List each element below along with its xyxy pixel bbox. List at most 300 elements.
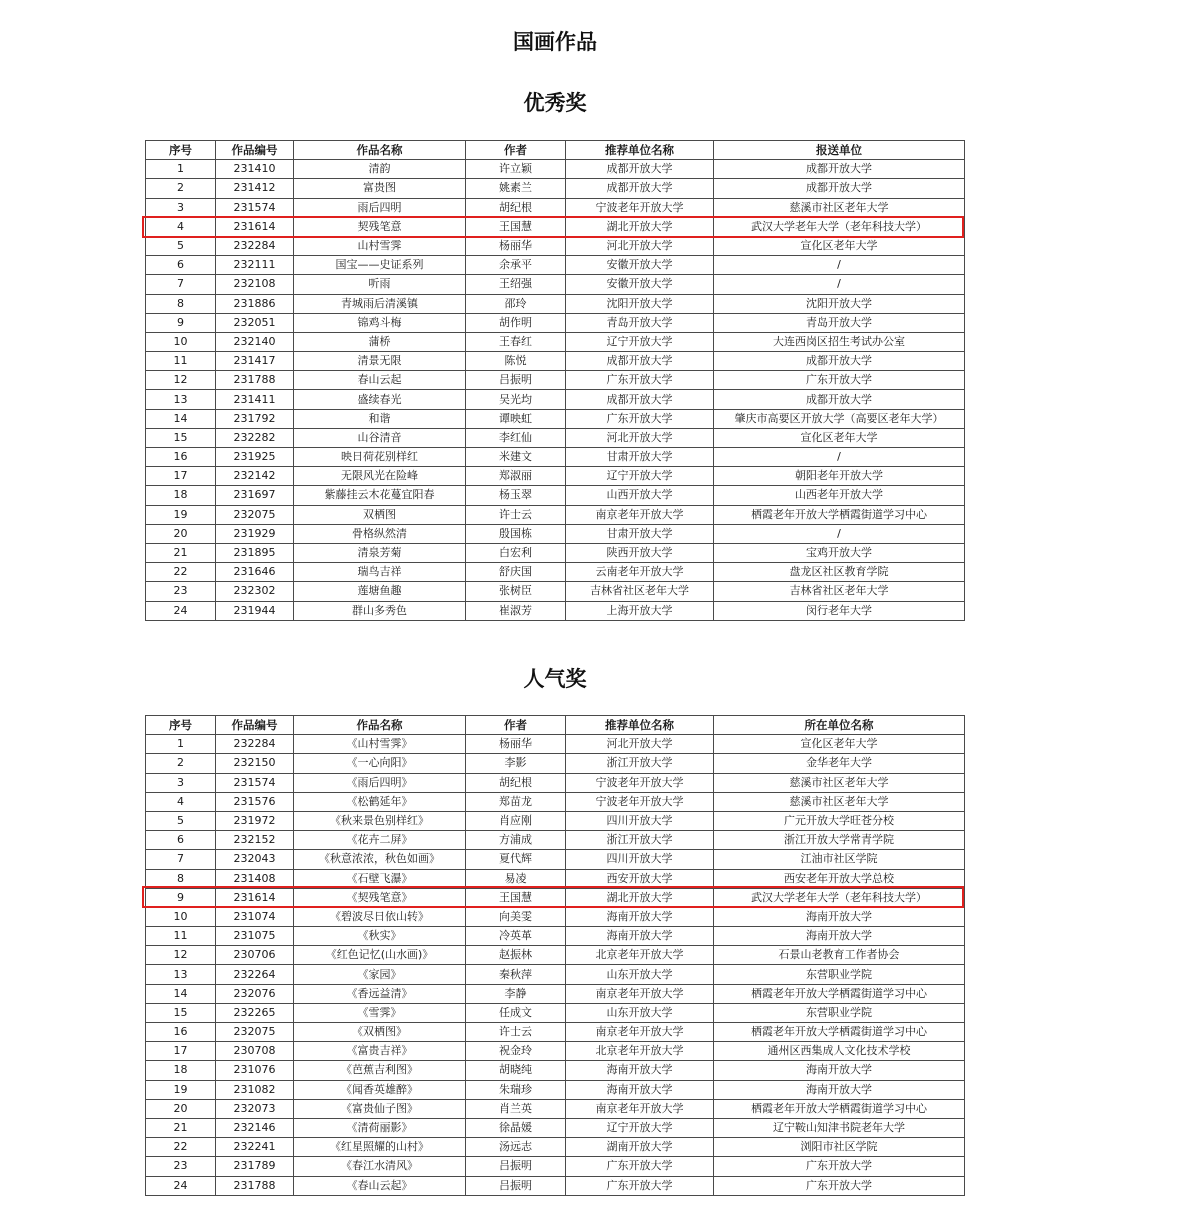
table-cell: 232264 [216,965,294,984]
table-cell: 杨玉翠 [466,486,566,505]
table-cell: 郑苗龙 [466,792,566,811]
table-cell: 浙江开放大学 [566,754,714,773]
table-cell: 231412 [216,179,294,198]
table-cell: 231576 [216,792,294,811]
table-cell: 安徽开放大学 [566,275,714,294]
table-cell: 沈阳开放大学 [714,294,965,313]
table-cell: 宁波老年开放大学 [566,198,714,217]
table-row [146,946,965,965]
table-cell: 吉林省社区老年大学 [566,582,714,601]
table-cell: 3 [146,773,216,792]
table-cell: 金华老年大学 [714,754,965,773]
table-cell: 232241 [216,1138,294,1157]
table-cell: 任成文 [466,1003,566,1022]
table-cell: 广东开放大学 [566,371,714,390]
column-header: 推荐单位名称 [566,141,714,160]
table-cell: 231075 [216,927,294,946]
table-row [146,179,965,198]
table-cell: 许士云 [466,1023,566,1042]
table-cell: 沈阳开放大学 [566,294,714,313]
table-cell: 河北开放大学 [566,428,714,447]
table-cell: 广东开放大学 [566,1176,714,1195]
column-header: 报送单位 [714,141,965,160]
table-cell: 231574 [216,198,294,217]
table-cell: 安徽开放大学 [566,256,714,275]
column-header: 所在单位名称 [714,716,965,735]
table-cell: 吕振明 [466,1176,566,1195]
table-row [146,543,965,562]
table-cell: 9 [146,888,216,907]
table-cell: 吴光均 [466,390,566,409]
table-cell: 王春红 [466,332,566,351]
table-cell: 232051 [216,313,294,332]
table-cell: 盛续春光 [294,390,466,409]
table-cell: 浏阳市社区学院 [714,1138,965,1157]
table-cell: 广东开放大学 [566,1157,714,1176]
table-cell: 青岛开放大学 [566,313,714,332]
table-cell: 18 [146,486,216,505]
table-cell: 许士云 [466,505,566,524]
highlight-box-popularity-row-9 [142,886,964,908]
table-cell: 石景山老教育工作者协会 [714,946,965,965]
table-cell: 王国慧 [466,888,566,907]
table-cell: 富贵图 [294,179,466,198]
table-cell: 广东开放大学 [714,1157,965,1176]
table-cell: 骨格纵然清 [294,524,466,543]
table-cell: 胡晓纯 [466,1061,566,1080]
table-row [146,1061,965,1080]
table-cell: 南京老年开放大学 [566,505,714,524]
table-row [146,409,965,428]
table-cell: 栖霞老年开放大学栖霞街道学习中心 [714,984,965,1003]
table-cell: 23 [146,1157,216,1176]
table-cell: 3 [146,198,216,217]
table-cell: 14 [146,984,216,1003]
table-cell: 李影 [466,754,566,773]
table-cell: 《石壁飞瀑》 [294,869,466,888]
table-cell: 231074 [216,907,294,926]
table-cell: 广东开放大学 [714,371,965,390]
table-row [146,601,965,620]
table-row [146,256,965,275]
table-row [146,352,965,371]
table-cell: 崔淑芳 [466,601,566,620]
table-cell: 姚素兰 [466,179,566,198]
table-cell: 232073 [216,1099,294,1118]
table-cell: 和谐 [294,409,466,428]
table-row [146,773,965,792]
table-cell: 22 [146,563,216,582]
table-cell: 山东开放大学 [566,1003,714,1022]
table-cell: 21 [146,1118,216,1137]
table-cell: 朱瑞珍 [466,1080,566,1099]
table-cell: 10 [146,332,216,351]
table-cell: 国宝——史证系列 [294,256,466,275]
table-cell: 232142 [216,467,294,486]
table-cell: 12 [146,946,216,965]
table-cell: 春山云起 [294,371,466,390]
table-cell: 祝金玲 [466,1042,566,1061]
table-cell: 231788 [216,1176,294,1195]
table-cell: 231411 [216,390,294,409]
table-cell: 李红仙 [466,428,566,447]
table-cell: 浙江开放大学常青学院 [714,831,965,850]
table-cell: 西安老年开放大学总校 [714,869,965,888]
table-cell: 《花卉二屏》 [294,831,466,850]
table-cell: 山西老年开放大学 [714,486,965,505]
table-row [146,524,965,543]
table-cell: 231788 [216,371,294,390]
table-cell: / [714,448,965,467]
table-cell: 15 [146,1003,216,1022]
table-cell: 契残笔意 [294,217,466,236]
table-cell: 徐晶媛 [466,1118,566,1137]
table-cell: 《香远益清》 [294,984,466,1003]
table-cell: 慈溪市社区老年大学 [714,792,965,811]
table-cell: 舒庆国 [466,563,566,582]
table-cell: 甘肃开放大学 [566,524,714,543]
table-cell: 陕西开放大学 [566,543,714,562]
table-cell: 山西开放大学 [566,486,714,505]
table-cell: 15 [146,428,216,447]
table-cell: 《山村雪霁》 [294,735,466,754]
table-cell: 无限风光在险峰 [294,467,466,486]
table-cell: 231895 [216,543,294,562]
table-cell: 双栖图 [294,505,466,524]
table-cell: 大连西岗区招生考试办公室 [714,332,965,351]
table-cell: 231410 [216,160,294,179]
highlight-box-excellence-row-4 [142,216,964,238]
table-row [146,1118,965,1137]
table-cell: 向美雯 [466,907,566,926]
table-cell: 6 [146,831,216,850]
popularity-table [145,715,965,1196]
table-cell: 王绍强 [466,275,566,294]
table-row [146,792,965,811]
table-cell: 18 [146,1061,216,1080]
table-cell: 清泉芳菊 [294,543,466,562]
table-cell: 四川开放大学 [566,850,714,869]
excellence-table-header [146,141,965,160]
table-cell: 易凌 [466,869,566,888]
table-cell: 南京老年开放大学 [566,1023,714,1042]
table-cell: 宣化区老年大学 [714,236,965,255]
table-cell: 宝鸡开放大学 [714,543,965,562]
table-cell: 盘龙区社区教育学院 [714,563,965,582]
excellence-section-title: 优秀奖 [523,91,587,115]
table-cell: 成都开放大学 [714,179,965,198]
table-row [146,236,965,255]
table-cell: 《碧波尽日依山转》 [294,907,466,926]
table-row [146,467,965,486]
column-header: 作者 [466,716,566,735]
table-cell: 《雨后四明》 [294,773,466,792]
table-cell: 231574 [216,773,294,792]
table-cell: 《秋实》 [294,927,466,946]
table-cell: 胡纪根 [466,198,566,217]
table-cell: 4 [146,217,216,236]
table-row [146,811,965,830]
table-cell: 山东开放大学 [566,965,714,984]
table-cell: 李静 [466,984,566,1003]
table-row [146,275,965,294]
table-cell: 19 [146,505,216,524]
table-cell: 231646 [216,563,294,582]
table-row [146,294,965,313]
table-cell: 1 [146,160,216,179]
table-cell: 通州区西集成人文化技术学校 [714,1042,965,1061]
popularity-table-header [146,716,965,735]
table-cell: 21 [146,543,216,562]
table-cell: 谭映虹 [466,409,566,428]
table-cell: 胡作明 [466,313,566,332]
table-row [146,984,965,1003]
table-cell: 辽宁开放大学 [566,1118,714,1137]
table-cell: 江油市社区学院 [714,850,965,869]
table-row [146,735,965,754]
excellence-table [145,140,965,621]
column-header: 序号 [146,716,216,735]
table-cell: 雨后四明 [294,198,466,217]
table-cell: 白宏利 [466,543,566,562]
table-cell: 9 [146,313,216,332]
table-cell: 14 [146,409,216,428]
table-cell: 1 [146,735,216,754]
table-cell: 辽宁开放大学 [566,467,714,486]
table-cell: 7 [146,275,216,294]
column-header: 作品名称 [294,141,466,160]
table-cell: 成都开放大学 [566,179,714,198]
table-cell: 《清荷丽影》 [294,1118,466,1137]
table-cell: 群山多秀色 [294,601,466,620]
table-cell: 宁波老年开放大学 [566,792,714,811]
table-row [146,371,965,390]
table-cell: 陈悦 [466,352,566,371]
table-cell: 邵玲 [466,294,566,313]
table-cell: 栖霞老年开放大学栖霞街道学习中心 [714,505,965,524]
table-cell: / [714,524,965,543]
table-cell: / [714,275,965,294]
table-cell: 231972 [216,811,294,830]
table-cell: 莲塘鱼趣 [294,582,466,601]
table-cell: 《芭蕉吉利图》 [294,1061,466,1080]
table-cell: 王国慧 [466,217,566,236]
table-cell: 锦鸡斗梅 [294,313,466,332]
table-cell: 宣化区老年大学 [714,428,965,447]
table-cell: 赵振林 [466,946,566,965]
table-cell: 上海开放大学 [566,601,714,620]
table-cell: 栖霞老年开放大学栖霞街道学习中心 [714,1023,965,1042]
table-cell: 12 [146,371,216,390]
table-cell: 东营职业学院 [714,1003,965,1022]
table-cell: 231614 [216,888,294,907]
table-row [146,448,965,467]
table-cell: 232140 [216,332,294,351]
table-cell: 231792 [216,409,294,428]
table-cell: 南京老年开放大学 [566,984,714,1003]
table-cell: 231082 [216,1080,294,1099]
table-cell: 湖南开放大学 [566,1138,714,1157]
table-row [146,927,965,946]
table-cell: 四川开放大学 [566,811,714,830]
table-cell: 宣化区老年大学 [714,735,965,754]
table-cell: 海南开放大学 [714,1080,965,1099]
table-cell: 232108 [216,275,294,294]
table-cell: 闵行老年大学 [714,601,965,620]
table-cell: 东营职业学院 [714,965,965,984]
table-cell: 231886 [216,294,294,313]
table-row [146,1099,965,1118]
table-cell: 吉林省社区老年大学 [714,582,965,601]
table-cell: 慈溪市社区老年大学 [714,773,965,792]
popularity-section-title: 人气奖 [523,667,587,691]
table-cell: 232302 [216,582,294,601]
column-header: 作品编号 [216,141,294,160]
table-cell: 青城雨后清溪镇 [294,294,466,313]
table-cell: 杨丽华 [466,735,566,754]
column-header: 序号 [146,141,216,160]
table-cell: 10 [146,907,216,926]
table-cell: 海南开放大学 [714,1061,965,1080]
table-cell: 辽宁开放大学 [566,332,714,351]
table-cell: 8 [146,294,216,313]
table-cell: 232146 [216,1118,294,1137]
table-cell: 《秋来景色别样红》 [294,811,466,830]
table-cell: 4 [146,792,216,811]
table-cell: 广东开放大学 [566,409,714,428]
table-cell: 6 [146,256,216,275]
table-cell: 232043 [216,850,294,869]
table-cell: 朝阳老年开放大学 [714,467,965,486]
table-cell: 232150 [216,754,294,773]
table-cell: 吕振明 [466,1157,566,1176]
table-row [146,754,965,773]
table-cell: 《双栖图》 [294,1023,466,1042]
table-cell: 海南开放大学 [566,927,714,946]
table-cell: 瑞鸟吉祥 [294,563,466,582]
table-cell: / [714,256,965,275]
table-cell: 230708 [216,1042,294,1061]
table-cell: 232076 [216,984,294,1003]
table-cell: 清景无限 [294,352,466,371]
table-row [146,1003,965,1022]
table-cell: 广元开放大学旺苍分校 [714,811,965,830]
table-row [146,965,965,984]
table-cell: 成都开放大学 [714,352,965,371]
table-cell: 16 [146,448,216,467]
table-cell: 云南老年开放大学 [566,563,714,582]
table-row [146,505,965,524]
column-header: 作品名称 [294,716,466,735]
table-cell: 231417 [216,352,294,371]
table-cell: 方浦成 [466,831,566,850]
table-cell: 北京老年开放大学 [566,1042,714,1061]
table-cell: 231408 [216,869,294,888]
table-cell: 郑淑丽 [466,467,566,486]
column-header: 作品编号 [216,716,294,735]
table-cell: 《富贵仙子图》 [294,1099,466,1118]
table-cell: 河北开放大学 [566,735,714,754]
table-cell: 成都开放大学 [566,390,714,409]
table-cell: 13 [146,390,216,409]
table-cell: 11 [146,352,216,371]
column-header: 推荐单位名称 [566,716,714,735]
table-cell: 231925 [216,448,294,467]
table-cell: 秦秋萍 [466,965,566,984]
table-cell: 青岛开放大学 [714,313,965,332]
table-cell: 广东开放大学 [714,1176,965,1195]
table-cell: 《契残笔意》 [294,888,466,907]
table-cell: 《富贵吉祥》 [294,1042,466,1061]
table-cell: 山村雪霁 [294,236,466,255]
table-cell: 《一心向阳》 [294,754,466,773]
table-row [146,850,965,869]
table-cell: 海南开放大学 [714,907,965,926]
table-cell: 232111 [216,256,294,275]
table-cell: 山谷清音 [294,428,466,447]
table-cell: 20 [146,524,216,543]
table-cell: 听雨 [294,275,466,294]
table-row [146,486,965,505]
table-cell: 《红色记忆(山水画)》 [294,946,466,965]
table-cell: 慈溪市社区老年大学 [714,198,965,217]
table-cell: 北京老年开放大学 [566,946,714,965]
table-cell: 《雪霁》 [294,1003,466,1022]
page-title: 国画作品 [513,30,597,54]
table-cell: 24 [146,1176,216,1195]
table-cell: 浙江开放大学 [566,831,714,850]
table-row [146,428,965,447]
table-cell: 湖北开放大学 [566,217,714,236]
table-row [146,198,965,217]
table-cell: 231789 [216,1157,294,1176]
table-row [146,1138,965,1157]
table-cell: 5 [146,811,216,830]
table-cell: 辽宁鞍山知津书院老年大学 [714,1118,965,1137]
table-cell: 11 [146,927,216,946]
table-cell: 杨丽华 [466,236,566,255]
table-cell: 西安开放大学 [566,869,714,888]
table-cell: 232075 [216,505,294,524]
table-cell: 17 [146,467,216,486]
table-cell: 232152 [216,831,294,850]
table-cell: 23 [146,582,216,601]
table-cell: 湖北开放大学 [566,888,714,907]
table-cell: 殷国栋 [466,524,566,543]
table-cell: 胡纪根 [466,773,566,792]
table-cell: 20 [146,1099,216,1118]
table-cell: 海南开放大学 [714,927,965,946]
table-cell: 成都开放大学 [714,390,965,409]
table-cell: 231929 [216,524,294,543]
table-row [146,1176,965,1195]
table-cell: 232284 [216,735,294,754]
table-cell: 吕振明 [466,371,566,390]
table-cell: 24 [146,601,216,620]
popularity-table-body [146,735,965,1196]
table-row [146,1157,965,1176]
table-cell: 232282 [216,428,294,447]
table-row [146,582,965,601]
table-cell: 海南开放大学 [566,1080,714,1099]
table-cell: 232265 [216,1003,294,1022]
table-cell: 海南开放大学 [566,1061,714,1080]
table-cell: 甘肃开放大学 [566,448,714,467]
table-cell: 232284 [216,236,294,255]
table-cell: 22 [146,1138,216,1157]
table-cell: 肖兰英 [466,1099,566,1118]
table-cell: 《春山云起》 [294,1176,466,1195]
